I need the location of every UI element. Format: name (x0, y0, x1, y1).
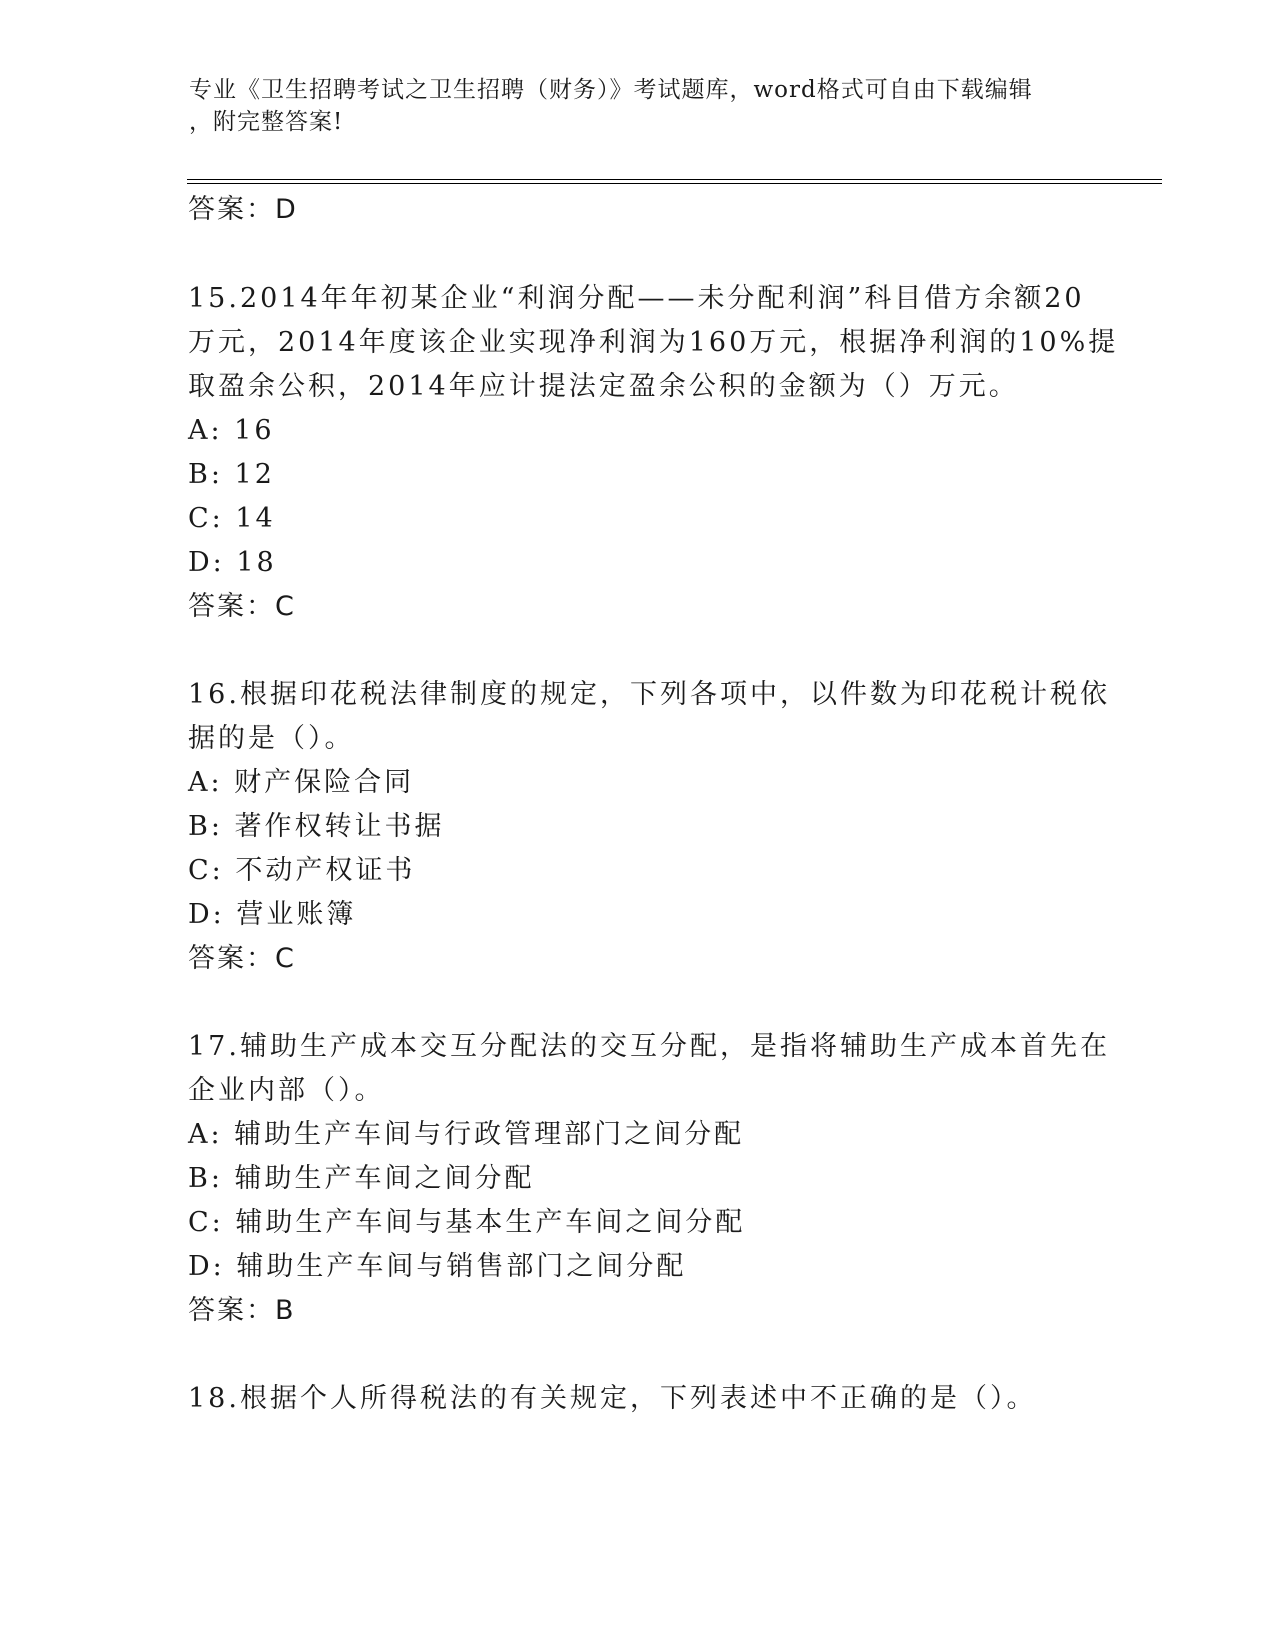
question-15-answer: 答案：C (188, 591, 296, 622)
question-17-option-d: D: 辅助生产车间与销售部门之间分配 (188, 1251, 687, 1282)
question-16-stem-line-1: 16.根据印花税法律制度的规定，下列各项中，以件数为印花税计税依 (188, 679, 1110, 710)
header-line-2: ，附完整答案! (189, 109, 344, 135)
question-17-answer: 答案：B (188, 1295, 296, 1326)
question-17-option-a: A: 辅助生产车间与行政管理部门之间分配 (188, 1119, 745, 1150)
question-17-stem-line-2: 企业内部（）。 (188, 1075, 385, 1106)
question-15-option-a: A: 16 (188, 415, 275, 446)
header-divider-bottom (187, 183, 1162, 184)
question-15-option-d: D: 18 (188, 547, 277, 578)
question-15-option-c: C: 14 (188, 503, 276, 534)
question-16-option-c: C: 不动产权证书 (188, 855, 416, 886)
question-15-option-b: B: 12 (188, 459, 275, 490)
question-15-stem-line-1: 15.2014年年初某企业“利润分配——未分配利润”科目借方余额20 (188, 283, 1085, 314)
question-17-option-c: C: 辅助生产车间与基本生产车间之间分配 (188, 1207, 746, 1238)
question-16-option-a: A: 财产保险合同 (188, 767, 415, 798)
question-16-answer: 答案：C (188, 943, 296, 974)
previous-answer: 答案：D (188, 194, 298, 225)
header-divider-top (187, 179, 1162, 180)
question-17-option-b: B: 辅助生产车间之间分配 (188, 1163, 535, 1194)
question-18-stem-line-1: 18.根据个人所得税法的有关规定，下列表述中不正确的是（）。 (188, 1383, 1037, 1414)
question-16-stem-line-2: 据的是（）。 (188, 723, 355, 754)
document-header (189, 74, 1089, 138)
header-line-1: 专业《卫生招聘考试之卫生招聘（财务）》考试题库，word格式可自由下载编辑 (189, 77, 1033, 103)
question-15-stem-line-3: 取盈余公积，2014年应计提法定盈余公积的金额为（）万元。 (188, 371, 1019, 402)
question-16-option-b: B: 著作权转让书据 (188, 811, 445, 842)
question-15-stem-line-2: 万元，2014年度该企业实现净利润为160万元，根据净利润的10%提 (188, 327, 1119, 358)
question-17-stem-line-1: 17.辅助生产成本交互分配法的交互分配，是指将辅助生产成本首先在 (188, 1031, 1110, 1062)
question-16-option-d: D: 营业账簿 (188, 899, 357, 930)
